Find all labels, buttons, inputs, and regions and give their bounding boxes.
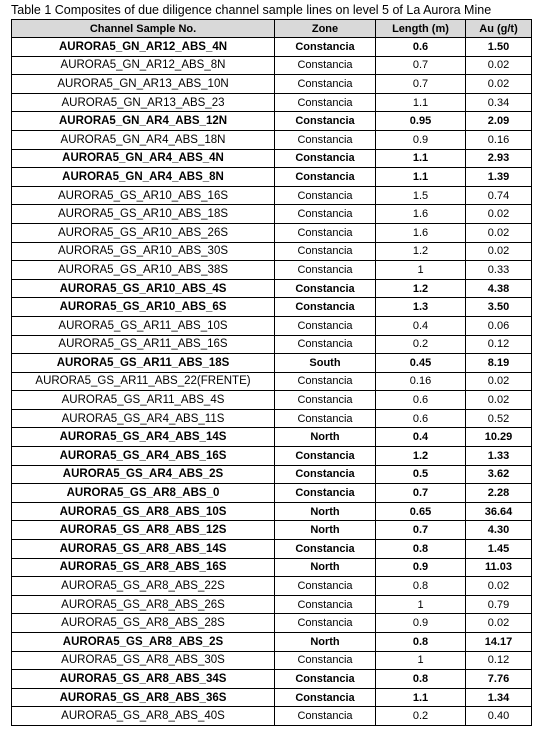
table-row xyxy=(12,558,532,577)
cell-zone: Constancia xyxy=(275,316,376,335)
cell-length: 0.4 xyxy=(376,428,466,447)
table-row xyxy=(12,75,532,94)
cell-au: 14.17 xyxy=(466,633,532,652)
cell-channel-sample: AURORA5_GS_AR4_ABS_16S xyxy=(12,447,275,466)
cell-au: 0.02 xyxy=(466,223,532,242)
table-row xyxy=(12,38,532,57)
cell-zone: Constancia xyxy=(275,335,376,354)
cell-zone: Constancia xyxy=(275,149,376,168)
table-body xyxy=(12,38,532,726)
cell-au: 2.93 xyxy=(466,149,532,168)
cell-channel-sample: AURORA5_GS_AR4_ABS_11S xyxy=(12,409,275,428)
cell-zone: Constancia xyxy=(275,168,376,187)
cell-zone: Constancia xyxy=(275,577,376,596)
cell-au: 7.76 xyxy=(466,670,532,689)
cell-length: 1.1 xyxy=(376,168,466,187)
cell-length: 0.9 xyxy=(376,558,466,577)
cell-au: 11.03 xyxy=(466,558,532,577)
composites-table xyxy=(11,19,532,726)
table-row xyxy=(12,130,532,149)
table-row xyxy=(12,354,532,373)
table-row xyxy=(12,521,532,540)
cell-zone: North xyxy=(275,558,376,577)
cell-length: 0.8 xyxy=(376,577,466,596)
cell-length: 1.3 xyxy=(376,298,466,317)
cell-length: 1.5 xyxy=(376,186,466,205)
cell-channel-sample: AURORA5_GS_AR10_ABS_18S xyxy=(12,205,275,224)
cell-channel-sample: AURORA5_GS_AR8_ABS_30S xyxy=(12,651,275,670)
table-row xyxy=(12,651,532,670)
cell-length: 0.16 xyxy=(376,372,466,391)
cell-channel-sample: AURORA5_GS_AR4_ABS_2S xyxy=(12,465,275,484)
cell-channel-sample: AURORA5_GN_AR4_ABS_4N xyxy=(12,149,275,168)
cell-au: 0.06 xyxy=(466,316,532,335)
header-channel-sample: Channel Sample No. xyxy=(12,20,275,38)
table-row xyxy=(12,391,532,410)
cell-au: 4.30 xyxy=(466,521,532,540)
cell-zone: Constancia xyxy=(275,614,376,633)
cell-zone: Constancia xyxy=(275,112,376,131)
cell-au: 0.74 xyxy=(466,186,532,205)
table-row xyxy=(12,502,532,521)
cell-zone: Constancia xyxy=(275,93,376,112)
cell-au: 0.02 xyxy=(466,372,532,391)
cell-length: 0.7 xyxy=(376,56,466,75)
cell-zone: Constancia xyxy=(275,447,376,466)
cell-length: 0.6 xyxy=(376,391,466,410)
table-row xyxy=(12,465,532,484)
cell-zone: Constancia xyxy=(275,223,376,242)
cell-channel-sample: AURORA5_GN_AR13_ABS_10N xyxy=(12,75,275,94)
table-row xyxy=(12,279,532,298)
table-row xyxy=(12,614,532,633)
cell-au: 0.02 xyxy=(466,56,532,75)
cell-channel-sample: AURORA5_GS_AR11_ABS_4S xyxy=(12,391,275,410)
cell-length: 0.45 xyxy=(376,354,466,373)
cell-au: 2.28 xyxy=(466,484,532,503)
cell-channel-sample: AURORA5_GS_AR8_ABS_14S xyxy=(12,540,275,559)
cell-au: 1.33 xyxy=(466,447,532,466)
cell-channel-sample: AURORA5_GN_AR12_ABS_8N xyxy=(12,56,275,75)
table-row xyxy=(12,261,532,280)
cell-au: 0.12 xyxy=(466,335,532,354)
cell-channel-sample: AURORA5_GS_AR8_ABS_22S xyxy=(12,577,275,596)
table-row xyxy=(12,428,532,447)
cell-zone: Constancia xyxy=(275,279,376,298)
cell-channel-sample: AURORA5_GS_AR8_ABS_40S xyxy=(12,707,275,726)
cell-au: 0.16 xyxy=(466,130,532,149)
cell-au: 0.33 xyxy=(466,261,532,280)
cell-length: 1.6 xyxy=(376,205,466,224)
table-row xyxy=(12,205,532,224)
cell-length: 0.6 xyxy=(376,409,466,428)
cell-channel-sample: AURORA5_GS_AR8_ABS_12S xyxy=(12,521,275,540)
cell-zone: Constancia xyxy=(275,595,376,614)
cell-zone: Constancia xyxy=(275,651,376,670)
cell-zone: Constancia xyxy=(275,261,376,280)
cell-au: 0.02 xyxy=(466,205,532,224)
table-row xyxy=(12,633,532,652)
cell-au: 3.50 xyxy=(466,298,532,317)
cell-au: 36.64 xyxy=(466,502,532,521)
cell-length: 1 xyxy=(376,595,466,614)
cell-au: 1.39 xyxy=(466,168,532,187)
cell-au: 0.34 xyxy=(466,93,532,112)
table-row xyxy=(12,577,532,596)
table-row xyxy=(12,316,532,335)
cell-au: 2.09 xyxy=(466,112,532,131)
cell-channel-sample: AURORA5_GS_AR8_ABS_36S xyxy=(12,688,275,707)
cell-au: 0.02 xyxy=(466,242,532,261)
cell-au: 3.62 xyxy=(466,465,532,484)
cell-length: 0.4 xyxy=(376,316,466,335)
cell-au: 8.19 xyxy=(466,354,532,373)
cell-length: 1.1 xyxy=(376,93,466,112)
table-row xyxy=(12,223,532,242)
cell-channel-sample: AURORA5_GS_AR10_ABS_26S xyxy=(12,223,275,242)
header-au: Au (g/t) xyxy=(466,20,532,38)
cell-channel-sample: AURORA5_GS_AR4_ABS_14S xyxy=(12,428,275,447)
cell-length: 1.1 xyxy=(376,149,466,168)
header-row xyxy=(12,20,532,38)
cell-channel-sample: AURORA5_GS_AR11_ABS_16S xyxy=(12,335,275,354)
table-row xyxy=(12,168,532,187)
cell-zone: North xyxy=(275,502,376,521)
cell-zone: Constancia xyxy=(275,56,376,75)
cell-channel-sample: AURORA5_GN_AR4_ABS_8N xyxy=(12,168,275,187)
cell-channel-sample: AURORA5_GS_AR10_ABS_30S xyxy=(12,242,275,261)
cell-channel-sample: AURORA5_GS_AR10_ABS_38S xyxy=(12,261,275,280)
table-row xyxy=(12,707,532,726)
cell-zone: North xyxy=(275,521,376,540)
cell-channel-sample: AURORA5_GS_AR8_ABS_34S xyxy=(12,670,275,689)
cell-length: 0.9 xyxy=(376,614,466,633)
cell-length: 0.8 xyxy=(376,540,466,559)
cell-au: 0.40 xyxy=(466,707,532,726)
cell-length: 0.8 xyxy=(376,633,466,652)
cell-length: 0.2 xyxy=(376,707,466,726)
table-row xyxy=(12,149,532,168)
cell-length: 0.9 xyxy=(376,130,466,149)
cell-zone: Constancia xyxy=(275,707,376,726)
table-row xyxy=(12,112,532,131)
cell-zone: Constancia xyxy=(275,242,376,261)
cell-zone: Constancia xyxy=(275,130,376,149)
table-row xyxy=(12,242,532,261)
cell-channel-sample: AURORA5_GS_AR8_ABS_26S xyxy=(12,595,275,614)
cell-channel-sample: AURORA5_GS_AR8_ABS_0 xyxy=(12,484,275,503)
table-row xyxy=(12,484,532,503)
cell-au: 0.02 xyxy=(466,577,532,596)
cell-length: 1.2 xyxy=(376,242,466,261)
cell-zone: Constancia xyxy=(275,465,376,484)
cell-channel-sample: AURORA5_GS_AR10_ABS_4S xyxy=(12,279,275,298)
cell-channel-sample: AURORA5_GS_AR8_ABS_28S xyxy=(12,614,275,633)
cell-length: 0.6 xyxy=(376,38,466,57)
cell-length: 0.5 xyxy=(376,465,466,484)
table-row xyxy=(12,186,532,205)
cell-length: 0.8 xyxy=(376,670,466,689)
cell-au: 0.02 xyxy=(466,391,532,410)
cell-length: 0.7 xyxy=(376,75,466,94)
cell-channel-sample: AURORA5_GS_AR8_ABS_16S xyxy=(12,558,275,577)
cell-channel-sample: AURORA5_GS_AR8_ABS_10S xyxy=(12,502,275,521)
cell-length: 0.7 xyxy=(376,484,466,503)
cell-zone: Constancia xyxy=(275,75,376,94)
table-row xyxy=(12,595,532,614)
cell-zone: South xyxy=(275,354,376,373)
cell-channel-sample: AURORA5_GS_AR10_ABS_6S xyxy=(12,298,275,317)
cell-length: 1 xyxy=(376,651,466,670)
cell-zone: Constancia xyxy=(275,688,376,707)
cell-length: 1.2 xyxy=(376,279,466,298)
cell-au: 4.38 xyxy=(466,279,532,298)
cell-zone: Constancia xyxy=(275,372,376,391)
cell-au: 0.79 xyxy=(466,595,532,614)
table-row xyxy=(12,409,532,428)
cell-length: 0.95 xyxy=(376,112,466,131)
cell-zone: Constancia xyxy=(275,205,376,224)
cell-length: 1.2 xyxy=(376,447,466,466)
cell-zone: Constancia xyxy=(275,391,376,410)
table-row xyxy=(12,670,532,689)
cell-au: 1.45 xyxy=(466,540,532,559)
table-row xyxy=(12,93,532,112)
cell-zone: Constancia xyxy=(275,484,376,503)
cell-length: 0.7 xyxy=(376,521,466,540)
cell-au: 0.12 xyxy=(466,651,532,670)
table-row xyxy=(12,447,532,466)
cell-zone: North xyxy=(275,428,376,447)
cell-length: 0.2 xyxy=(376,335,466,354)
cell-channel-sample: AURORA5_GN_AR4_ABS_18N xyxy=(12,130,275,149)
cell-zone: North xyxy=(275,633,376,652)
cell-zone: Constancia xyxy=(275,186,376,205)
cell-length: 1.1 xyxy=(376,688,466,707)
cell-au: 0.02 xyxy=(466,614,532,633)
cell-au: 1.34 xyxy=(466,688,532,707)
cell-zone: Constancia xyxy=(275,409,376,428)
cell-zone: Constancia xyxy=(275,38,376,57)
table-row xyxy=(12,56,532,75)
cell-channel-sample: AURORA5_GS_AR10_ABS_16S xyxy=(12,186,275,205)
cell-length: 0.65 xyxy=(376,502,466,521)
cell-channel-sample: AURORA5_GN_AR4_ABS_12N xyxy=(12,112,275,131)
cell-channel-sample: AURORA5_GS_AR8_ABS_2S xyxy=(12,633,275,652)
cell-channel-sample: AURORA5_GS_AR11_ABS_18S xyxy=(12,354,275,373)
cell-zone: Constancia xyxy=(275,298,376,317)
cell-au: 0.02 xyxy=(466,75,532,94)
cell-channel-sample: AURORA5_GN_AR13_ABS_23 xyxy=(12,93,275,112)
cell-au: 1.50 xyxy=(466,38,532,57)
cell-au: 0.52 xyxy=(466,409,532,428)
table-row xyxy=(12,335,532,354)
cell-channel-sample: AURORA5_GS_AR11_ABS_22(FRENTE) xyxy=(12,372,275,391)
cell-zone: Constancia xyxy=(275,540,376,559)
cell-zone: Constancia xyxy=(275,670,376,689)
table-row xyxy=(12,688,532,707)
header-length: Length (m) xyxy=(376,20,466,38)
cell-length: 1.6 xyxy=(376,223,466,242)
cell-au: 10.29 xyxy=(466,428,532,447)
table-row xyxy=(12,540,532,559)
cell-channel-sample: AURORA5_GN_AR12_ABS_4N xyxy=(12,38,275,57)
cell-channel-sample: AURORA5_GS_AR11_ABS_10S xyxy=(12,316,275,335)
table-row xyxy=(12,372,532,391)
header-zone: Zone xyxy=(275,20,376,38)
cell-length: 1 xyxy=(376,261,466,280)
table-row xyxy=(12,298,532,317)
table-caption: Table 1 Composites of due diligence channel sample lines on level 5 of La Aurora Mine xyxy=(11,3,492,17)
